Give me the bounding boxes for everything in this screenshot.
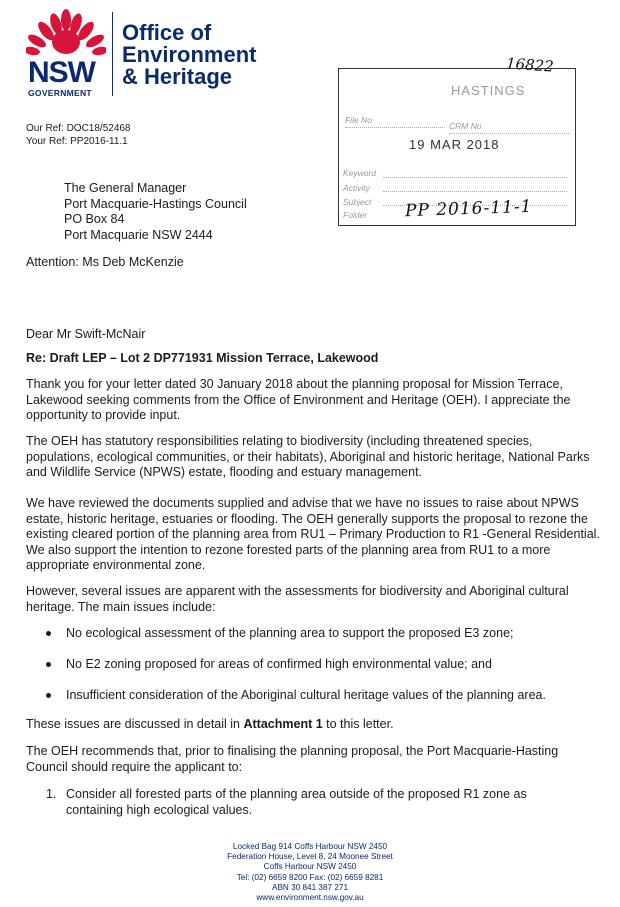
subject-line: Re: Draft LEP – Lot 2 DP771931 Mission Terrace, Lakewood — [26, 351, 379, 365]
address-line: Port Macquarie-Hastings Council — [64, 196, 247, 211]
bullet-icon — [46, 662, 51, 667]
stamp-keyword-label: Keyword — [343, 168, 377, 178]
address-line: Port Macquarie NSW 2444 — [64, 227, 213, 242]
stamp-file-no-label: File No — [345, 115, 372, 125]
footer-line: ABN 30 841 387 271 — [271, 882, 349, 892]
bullet-icon — [46, 693, 51, 698]
bullet-text: No ecological assessment of the planning area to support the proposed E3 zone; — [66, 626, 514, 640]
footer-website[interactable]: www.environment.nsw.gov.au — [256, 893, 364, 903]
logo-divider — [112, 12, 113, 96]
office-name-line: & Heritage — [122, 64, 233, 89]
stamp-header: HASTINGS — [403, 81, 543, 103]
item-text: Consider all forested parts of the planning area outside of the proposed R1 zone as containing high ecological values. — [66, 787, 527, 817]
paragraph: We have reviewed the documents supplied and advise that we have no issues to raise about NPWS estate, historic heritage, estuaries or flooding. The OEH generally supports the proposal to rezone the existing cleared portion of the planning area from RU1 – Primary Production to R1 -General Residential. We also support the intention to rezone forested parts of the planning area from RU1 to a more appropriate environmental zone. — [26, 496, 600, 572]
stamp-folder-label: Folder — [343, 210, 368, 220]
paragraph: The OEH has statutory responsibilities relating to biodiversity (including threatened species, populations, ecological communities, or their habitats), Aboriginal and historic heritage, National Parks and Wildlife Service (NPWS) estate, flooding and estuary management. — [26, 434, 590, 479]
handwritten-number: 16822 — [505, 54, 555, 76]
stamp-date: 19 MAR 2018 — [409, 137, 500, 152]
footer-line: Coffs Harbour NSW 2450 — [263, 862, 357, 872]
our-ref: Our Ref: DOC18/52468 — [26, 123, 131, 134]
handwritten-folder: PP 2016-11-1 — [404, 196, 533, 222]
nsw-oeh-logo — [26, 8, 276, 96]
address-line: PO Box 84 — [64, 212, 125, 226]
item-number: 1. — [46, 787, 57, 801]
references — [26, 122, 131, 148]
paragraph: However, several issues are apparent with the assessments for biodiversity and Aboriginal cultural heritage. The main issues include: — [26, 584, 569, 614]
waratah-icon — [26, 8, 106, 60]
office-name — [122, 22, 256, 88]
attention-line: Attention: Ms Deb McKenzie — [26, 255, 184, 269]
recipient-address — [64, 181, 247, 243]
government-label: GOVERNMENT — [28, 88, 92, 98]
footer-line: Locked Bag 914 Coffs Harbour NSW 2450 — [232, 842, 388, 851]
paragraph: The OEH recommends that, prior to finalising the planning proposal, the Port Macquarie-Hasting Council should require the applicant to: — [26, 744, 559, 774]
footer-address — [160, 842, 460, 903]
footer-line: Federation House, Level 8, 24 Moonee Street — [227, 852, 393, 862]
stamp-subject-label: Subject — [343, 197, 372, 207]
bullet-text: Insufficient consideration of the Aboriginal cultural heritage values of the planning area. — [66, 688, 546, 702]
your-ref: Your Ref: PP2016-11.1 — [26, 136, 128, 147]
paragraph: Thank you for your letter dated 30 January 2018 about the planning proposal for Mission Terrace, Lakewood seeking comments from the Office of Environment and Heritage (OEH). I appreciate the opportunity to provide input. — [26, 377, 571, 422]
paragraph: These issues are discussed in detail in Attachment 1 to this letter. — [26, 717, 394, 731]
salutation: Dear Mr Swift-McNair — [26, 327, 146, 341]
nsw-wordmark: NSW — [28, 56, 95, 89]
bullet-text: No E2 zoning proposed for areas of confirmed high environmental value; and — [66, 657, 492, 671]
bullet-icon — [46, 631, 51, 636]
stamp-crm-no-label: CRM No — [449, 121, 482, 131]
stamp-activity-label: Activity — [343, 183, 370, 193]
received-stamp — [338, 68, 576, 226]
office-name-line: Environment — [122, 42, 257, 67]
office-name-line: Office of — [122, 20, 212, 45]
attachment-reference: Attachment 1 — [243, 717, 323, 731]
address-line: The General Manager — [64, 181, 187, 195]
footer-line: Tel: (02) 6659 8200 Fax: (02) 6659 8281 — [236, 872, 384, 882]
